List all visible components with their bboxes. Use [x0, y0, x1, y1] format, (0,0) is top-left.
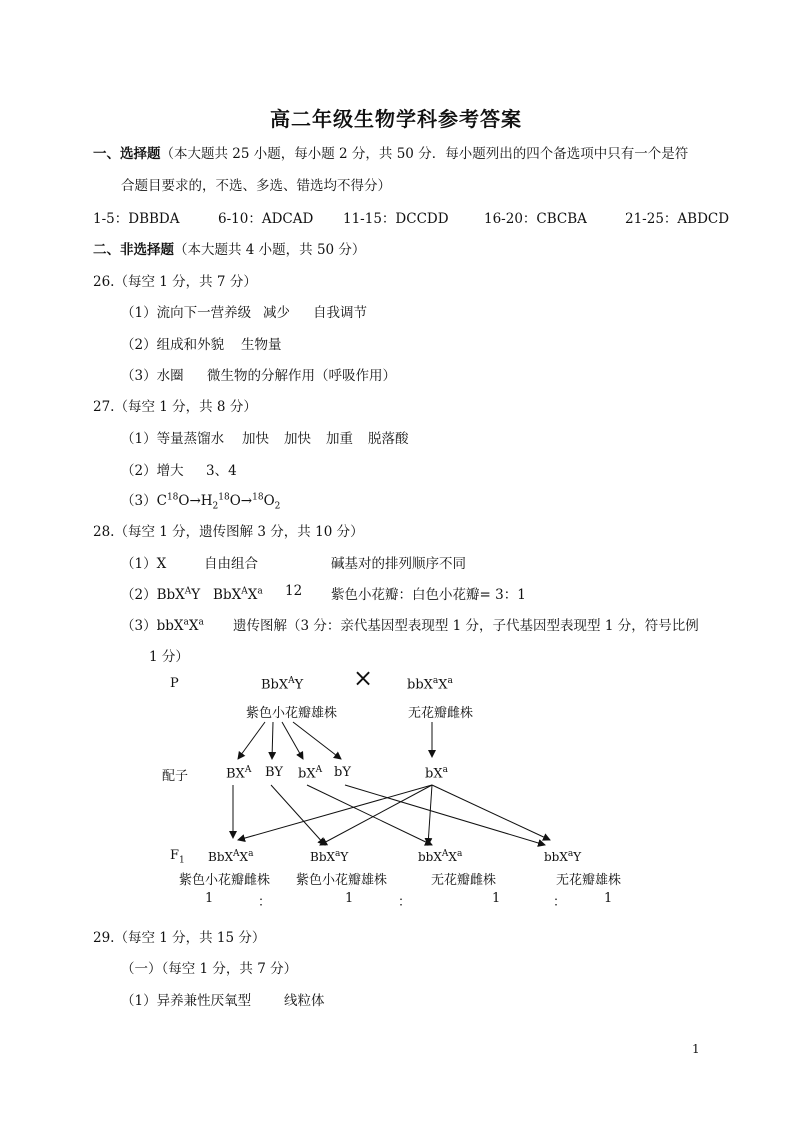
q27-a3: $(3)C^{18}O\to H_2^{18}O\to^{18}O_2$ [121, 492, 281, 512]
q29-a1-1: （1）异养兼性厌氧型 [121, 993, 252, 1009]
q28-a2-ratio: 紫色小花瓣：白色小花瓣= 3：1 [331, 587, 526, 603]
parent1-genotype: BbX$^A$Y [261, 676, 304, 693]
q28-a2-num: 12 [285, 583, 303, 599]
q27-a1-5: 脱落酸 [368, 431, 409, 447]
offspring-3-genotype: $bbX^AX^a$ [418, 849, 463, 864]
ratio-sep-3: ： [553, 895, 567, 910]
offspring-4-phenotype: 无花瓣雄株 [556, 873, 622, 888]
arrow-g2-o2 [271, 785, 325, 845]
answer-group-3: 11-15：DCCDD [343, 211, 449, 227]
q26-a1-2: 减少 [263, 305, 290, 321]
parent2-genotype: $bbX^aX^a$ [407, 676, 453, 693]
ratio-3: 1 [492, 891, 501, 906]
q26-a2-2: 生物量 [241, 337, 282, 353]
q28-a3-note-line2: 1 分） [149, 649, 189, 665]
parent1-phenotype: 紫色小花瓣雄株 [246, 706, 338, 721]
offspring-3-phenotype: 无花瓣雌株 [431, 873, 497, 888]
answer-group-1: 1-5：DBBDA [93, 211, 180, 227]
section2-note: （本大题共 4 小题，共 50 分） [174, 242, 366, 258]
q26-a1-3: 自我调节 [313, 305, 367, 321]
q28-a1-2: 自由组合 [204, 556, 258, 572]
offspring-1-genotype: $BbX^AX^a$ [208, 849, 254, 864]
section1-heading: 一、选择题 [93, 146, 161, 162]
p-label: P [170, 676, 179, 691]
q26-a2-1: （2）组成和外貌 [121, 337, 225, 353]
answer-group-4: 16-20：CBCBA [484, 211, 587, 227]
parent2-phenotype: 无花瓣雌株 [408, 706, 474, 721]
answer-group-5: 21-25：ABDCD [625, 211, 730, 227]
q26-a1-1: （1）流向下一营养级 [121, 305, 252, 321]
ratio-sep-2: ： [398, 895, 412, 910]
q28-a2-genotypes: （2）BbX$^A$Y $BbX^AX^a$ [121, 586, 263, 603]
q28-a1-3: 碱基对的排列顺序不同 [331, 556, 466, 572]
ratio-1: 1 [205, 891, 214, 906]
arrow-p1-g1 [238, 722, 265, 759]
ratio-sep-1: ： [258, 895, 272, 910]
arrow-p1-g2 [272, 722, 273, 759]
f1-label: $F_1$ [170, 848, 185, 866]
q28-a3-genotype: $(3)bbX^aX^a$ [121, 617, 204, 634]
section1-note-line1: （本大题共 25 小题，每小题 2 分，共 50 分．每小题列出的四个备选项中只有一个是符 [160, 146, 689, 162]
q27-a1-2: 加快 [242, 431, 269, 447]
ratio-4: 1 [604, 891, 613, 906]
q29-part1: （一）（每空 1 分，共 7 分） [121, 961, 298, 977]
page-title: 高二年级生物学科参考答案 [270, 107, 522, 131]
q26-a3-2: 微生物的分解作用（呼吸作用） [207, 368, 396, 384]
gamete-label: 配子 [162, 769, 189, 784]
q27-header: 27.（每空 1 分，共 8 分） [93, 399, 257, 415]
section1-note-line2: 合题目要求的，不选、多选、错选均不得分） [121, 178, 391, 194]
offspring-2-phenotype: 紫色小花瓣雄株 [296, 873, 388, 888]
gamete-1: $BX^A$ [226, 765, 252, 782]
cross-symbol: × [353, 664, 374, 692]
gamete-3: $bX^A$ [298, 765, 323, 782]
q26-header: 26.（每空 1 分，共 7 分） [93, 274, 257, 290]
offspring-1-phenotype: 紫色小花瓣雌株 [179, 873, 271, 888]
arrow-g5-o4 [432, 785, 550, 840]
q27-a1-4: 加重 [326, 431, 353, 447]
gamete-2: BY [265, 765, 283, 780]
q27-a2-1: （2）增大 [121, 463, 184, 479]
arrow-g5-o1 [238, 785, 432, 840]
arrow-g5-o3 [428, 785, 432, 845]
q28-a1-1: （1）X [121, 556, 167, 572]
q26-a3-1: （3）水圈 [121, 368, 184, 384]
q28-a3-note-line1: 遗传图解（3 分：亲代基因型表现型 1 分，子代基因型表现型 1 分，符号比例 [233, 618, 699, 634]
ratio-2: 1 [345, 891, 354, 906]
answer-group-2: 6-10：ADCAD [218, 211, 314, 227]
page-number: 1 [692, 1042, 700, 1056]
q28-header: 28.（每空 1 分，遗传图解 3 分，共 10 分） [93, 524, 364, 540]
offspring-4-genotype: bbX$^a$Y [544, 849, 582, 864]
q29-header: 29.（每空 1 分，共 15 分） [93, 930, 266, 946]
q29-a1-2: 线粒体 [284, 993, 325, 1009]
gamete-5: $bX^a$ [425, 765, 448, 782]
offspring-2-genotype: BbX$^a$Y [310, 849, 349, 864]
q27-a1-3: 加快 [284, 431, 311, 447]
section2-heading: 二、非选择题 [93, 242, 174, 258]
q27-a2-2: 3、4 [206, 463, 237, 479]
q27-a1-1: （1）等量蒸馏水 [121, 431, 225, 447]
gamete-4: bY [334, 765, 351, 780]
